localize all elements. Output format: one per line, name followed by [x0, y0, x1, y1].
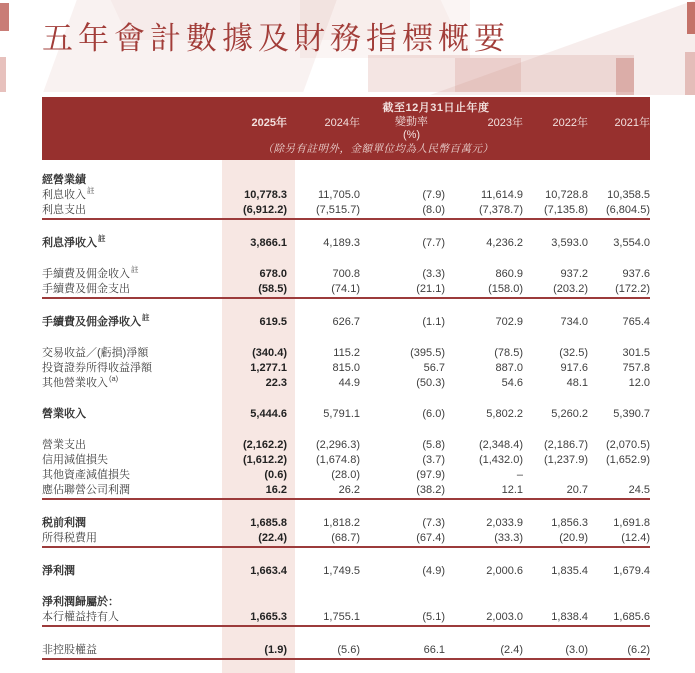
- row-label: 税前利潤: [42, 517, 86, 529]
- cell-2021: 5,390.7: [613, 408, 650, 420]
- cell-2025: (0.6): [264, 469, 287, 481]
- row-label: 交易收益／(虧損)淨額: [42, 347, 149, 359]
- cell-2021: 757.8: [622, 362, 650, 374]
- cell-2021: (172.2): [615, 283, 650, 295]
- cell-2025: 1,277.1: [250, 362, 287, 374]
- cell-2022: 5,260.2: [551, 408, 588, 420]
- cell-2025: 5,444.6: [250, 408, 287, 420]
- table-row: [42, 531, 650, 548]
- row-label: 利息淨收入$^註$: [42, 234, 106, 249]
- cell-2025: (22.4): [258, 532, 287, 544]
- cell-2024: 815.0: [332, 362, 360, 374]
- table-group: [42, 595, 650, 627]
- cell-change: (67.4): [416, 532, 445, 544]
- cell-2024: 44.9: [338, 377, 360, 389]
- cell-2023: 5,802.2: [486, 408, 523, 420]
- cell-2023: 54.6: [501, 377, 523, 389]
- cell-2023: 2,003.0: [486, 611, 523, 623]
- table-row: [42, 516, 650, 531]
- cell-2023: –: [516, 469, 523, 481]
- cell-2024: 700.8: [332, 268, 360, 280]
- cell-2021: (2,070.5): [605, 439, 650, 451]
- page-title: 五年會計數據及財務指標概要: [42, 21, 510, 56]
- cell-change: (3.7): [422, 454, 445, 466]
- cell-change: (8.0): [422, 204, 445, 216]
- cell-2023: (7,378.7): [478, 204, 523, 216]
- table-group: [42, 173, 650, 220]
- cell-2022: 10,728.8: [545, 189, 588, 201]
- cell-2021: 3,554.0: [613, 237, 650, 249]
- cell-2024: 5,791.1: [323, 408, 360, 420]
- cell-change: 66.1: [423, 644, 445, 656]
- cell-2022: (2,186.7): [543, 439, 588, 451]
- cell-2021: (6.2): [627, 644, 650, 656]
- cell-change: (21.1): [416, 283, 445, 295]
- cell-2021: 1,685.6: [613, 611, 650, 623]
- cell-2025: 22.3: [265, 377, 287, 389]
- footnote-marker: 註: [142, 313, 150, 323]
- table-row: [42, 407, 650, 422]
- row-label: 利息收入$^註$: [42, 186, 95, 201]
- table-row: [42, 453, 650, 468]
- cell-2025: (1,612.2): [242, 454, 287, 466]
- cell-2023: 2,000.6: [486, 565, 523, 577]
- row-label: 營業收入: [42, 408, 86, 420]
- cell-2025: 678.0: [259, 268, 287, 280]
- row-label: 本行權益持有人: [42, 611, 119, 623]
- cell-2023: (1,432.0): [478, 454, 523, 466]
- table-row: [42, 468, 650, 483]
- cell-2021: [588, 468, 650, 483]
- footnote-marker: (a): [109, 374, 119, 384]
- cell-2023: 2,033.9: [486, 517, 523, 529]
- row-label: 手續費及佣金支出: [42, 283, 130, 295]
- cell-2024: 11,705.0: [317, 189, 360, 201]
- cell-2022: 48.1: [566, 377, 588, 389]
- cell-2024: (68.7): [331, 532, 360, 544]
- cell-2024: (74.1): [331, 283, 360, 295]
- table-group: [42, 438, 650, 500]
- cell-2024: 626.7: [332, 316, 360, 328]
- cell-2021: (12.4): [621, 532, 650, 544]
- row-label: 投資證券所得收益淨額: [42, 362, 152, 374]
- table-row: [42, 483, 650, 500]
- table-row: [42, 376, 650, 391]
- cell-2023: 4,236.2: [486, 237, 523, 249]
- section-header-row: [42, 595, 650, 610]
- row-label: 信用減值損失: [42, 454, 108, 466]
- cell-2021: 10,358.5: [607, 189, 650, 201]
- cell-2023: 11,614.9: [480, 189, 523, 201]
- table-group: [42, 315, 650, 330]
- row-label: 經營業績: [42, 174, 86, 186]
- cell-2023: 12.1: [501, 484, 523, 496]
- cell-2021: 12.0: [628, 377, 650, 389]
- cell-change: (3.3): [422, 268, 445, 280]
- cell-change: (1.1): [422, 316, 445, 328]
- row-label: 利息支出: [42, 204, 86, 216]
- cell-2021: (1,652.9): [605, 454, 650, 466]
- cell-2025: 10,778.3: [244, 189, 287, 201]
- cell-change: (395.5): [410, 347, 445, 359]
- row-label: 非控股權益: [42, 644, 97, 656]
- row-label: 營業支出: [42, 439, 86, 451]
- cell-2022: 3,593.0: [551, 237, 588, 249]
- cell-2024: 4,189.3: [323, 237, 360, 249]
- cell-2022: (32.5): [559, 347, 588, 359]
- cell-2023: [445, 173, 523, 188]
- cell-2021: 1,679.4: [613, 565, 650, 577]
- cell-2024: 1,818.2: [323, 517, 360, 529]
- footnote-marker: 註: [98, 234, 106, 244]
- header-period-title: 截至12月31日止年度: [382, 102, 490, 114]
- cell-2022: [523, 468, 588, 483]
- cell-2024: 26.2: [338, 484, 360, 496]
- cell-2025: 1,663.4: [250, 565, 287, 577]
- cell-2023: 887.0: [495, 362, 523, 374]
- cell-2021: 24.5: [628, 484, 650, 496]
- cell-2024: (5.6): [337, 644, 360, 656]
- table-group: [42, 516, 650, 548]
- cell-2022: 917.6: [560, 362, 588, 374]
- table-row: [42, 361, 650, 376]
- cell-2022: 20.7: [566, 484, 588, 496]
- cell-2022: 1,856.3: [551, 517, 588, 529]
- cell-2023: (2,348.4): [478, 439, 523, 451]
- table-header-band: [42, 97, 650, 160]
- table-group: [42, 267, 650, 299]
- row-label: 應佔聯營公司利潤: [42, 484, 130, 496]
- cell-2022: (203.2): [553, 283, 588, 295]
- column-header-2024: 2024年: [324, 117, 360, 129]
- cell-2022: 1,835.4: [551, 565, 588, 577]
- cell-2025: 1,665.3: [250, 611, 287, 623]
- footnote-marker: 註: [131, 265, 139, 275]
- table-row: [42, 282, 650, 299]
- table-row: [42, 267, 650, 282]
- cell-2022: (20.9): [559, 532, 588, 544]
- table-group: [42, 346, 650, 391]
- column-header-2025: 2025年: [251, 117, 287, 129]
- cell-2024: [295, 173, 360, 188]
- cell-2023: 702.9: [495, 316, 523, 328]
- cell-2023: (2.4): [500, 644, 523, 656]
- cell-2025: (340.4): [252, 347, 287, 359]
- cell-2025: (6,912.2): [242, 204, 287, 216]
- cell-change: (50.3): [416, 377, 445, 389]
- cell-2025: (58.5): [258, 283, 287, 295]
- section-header-row: [42, 173, 650, 188]
- column-header-2023: 2023年: [487, 117, 523, 129]
- table-group: [42, 236, 650, 251]
- cell-2024: 115.2: [333, 347, 360, 359]
- cell-change: 56.7: [423, 362, 445, 374]
- cell-2024: (7,515.7): [315, 204, 360, 216]
- cell-2021: [588, 595, 650, 610]
- table-row: [42, 346, 650, 361]
- cell-2024: 1,755.1: [323, 611, 360, 623]
- cell-change: (97.9): [416, 469, 445, 481]
- cell-change: (38.2): [416, 484, 445, 496]
- cell-2023: (33.3): [494, 532, 523, 544]
- cell-2021: 301.5: [622, 347, 650, 359]
- cell-change: [360, 173, 445, 188]
- cell-2025: (1.9): [264, 644, 287, 656]
- cell-2022: (3.0): [565, 644, 588, 656]
- column-header-2022: 2022年: [552, 117, 588, 129]
- cell-2025: 16.2: [265, 484, 287, 496]
- cell-2025: 3,866.1: [250, 237, 287, 249]
- row-label: 所得税費用: [42, 532, 97, 544]
- table-body: [42, 160, 650, 673]
- header-columns-row: [42, 116, 650, 142]
- cell-change: (6.0): [422, 408, 445, 420]
- cell-2024: [295, 595, 360, 610]
- cell-2023: (158.0): [488, 283, 523, 295]
- cell-2022: [523, 173, 588, 188]
- cell-2025: 1,685.8: [250, 517, 287, 529]
- cell-change: (7.7): [422, 237, 445, 249]
- cell-2022: 734.0: [560, 316, 588, 328]
- column-header-change: [360, 116, 445, 142]
- cell-change: (5.8): [422, 439, 445, 451]
- cell-2025: [222, 595, 295, 610]
- row-label: 其他營業收入$^{(a)}$: [42, 374, 119, 389]
- cell-change: [360, 595, 445, 610]
- cell-2022: [523, 595, 588, 610]
- table-group: [42, 407, 650, 422]
- cell-change: (7.9): [422, 189, 445, 201]
- row-label: 其他資產減值損失: [42, 469, 130, 481]
- cell-2022: 1,838.4: [551, 611, 588, 623]
- cell-2021: 765.4: [622, 316, 650, 328]
- row-label: 手續費及佣金淨收入$^註$: [42, 313, 150, 328]
- row-label: 淨利潤歸屬於：: [42, 596, 119, 608]
- cell-2021: (6,804.5): [605, 204, 650, 216]
- footnote-marker: 註: [87, 186, 95, 196]
- row-label: 淨利潤: [42, 565, 75, 577]
- column-header-change-label: 變動率: [395, 116, 428, 128]
- cell-2023: 860.9: [495, 268, 523, 280]
- table-row: [42, 564, 650, 579]
- table-row: [42, 610, 650, 627]
- column-header-2021: 2021年: [614, 117, 650, 129]
- five-year-summary-table: [42, 97, 650, 673]
- cell-2022: (1,237.9): [543, 454, 588, 466]
- cell-2024: (1,674.8): [315, 454, 360, 466]
- row-label: 手續費及佣金收入$^註$: [42, 265, 139, 280]
- table-row: [42, 236, 650, 251]
- cell-2025: (2,162.2): [242, 439, 287, 451]
- cell-change: (5.1): [422, 611, 445, 623]
- table-row: [42, 203, 650, 220]
- table-group: [42, 564, 650, 579]
- cell-2025: 619.5: [259, 316, 287, 328]
- table-row: [42, 315, 650, 330]
- cell-2023: (78.5): [494, 347, 523, 359]
- table-row: [42, 438, 650, 453]
- cell-change: (4.9): [422, 565, 445, 577]
- table-group: [42, 643, 650, 660]
- column-header-change-unit: (%): [402, 129, 421, 141]
- cell-change: (7.3): [422, 517, 445, 529]
- cell-2021: [588, 173, 650, 188]
- cell-2021: 1,691.8: [613, 517, 650, 529]
- table-row: [42, 188, 650, 203]
- cell-2021: 937.6: [622, 268, 650, 280]
- header-unit-note: （除另有註明外，金額單位均為人民幣百萬元）: [262, 144, 494, 155]
- cell-2023: [445, 595, 523, 610]
- cell-2022: (7,135.8): [543, 204, 588, 216]
- cell-2024: (28.0): [331, 469, 360, 481]
- table-row: [42, 643, 650, 660]
- cell-2025: [222, 173, 295, 188]
- cell-2024: (2,296.3): [315, 439, 360, 451]
- cell-2024: 1,749.5: [323, 565, 360, 577]
- cell-2022: 937.2: [560, 268, 588, 280]
